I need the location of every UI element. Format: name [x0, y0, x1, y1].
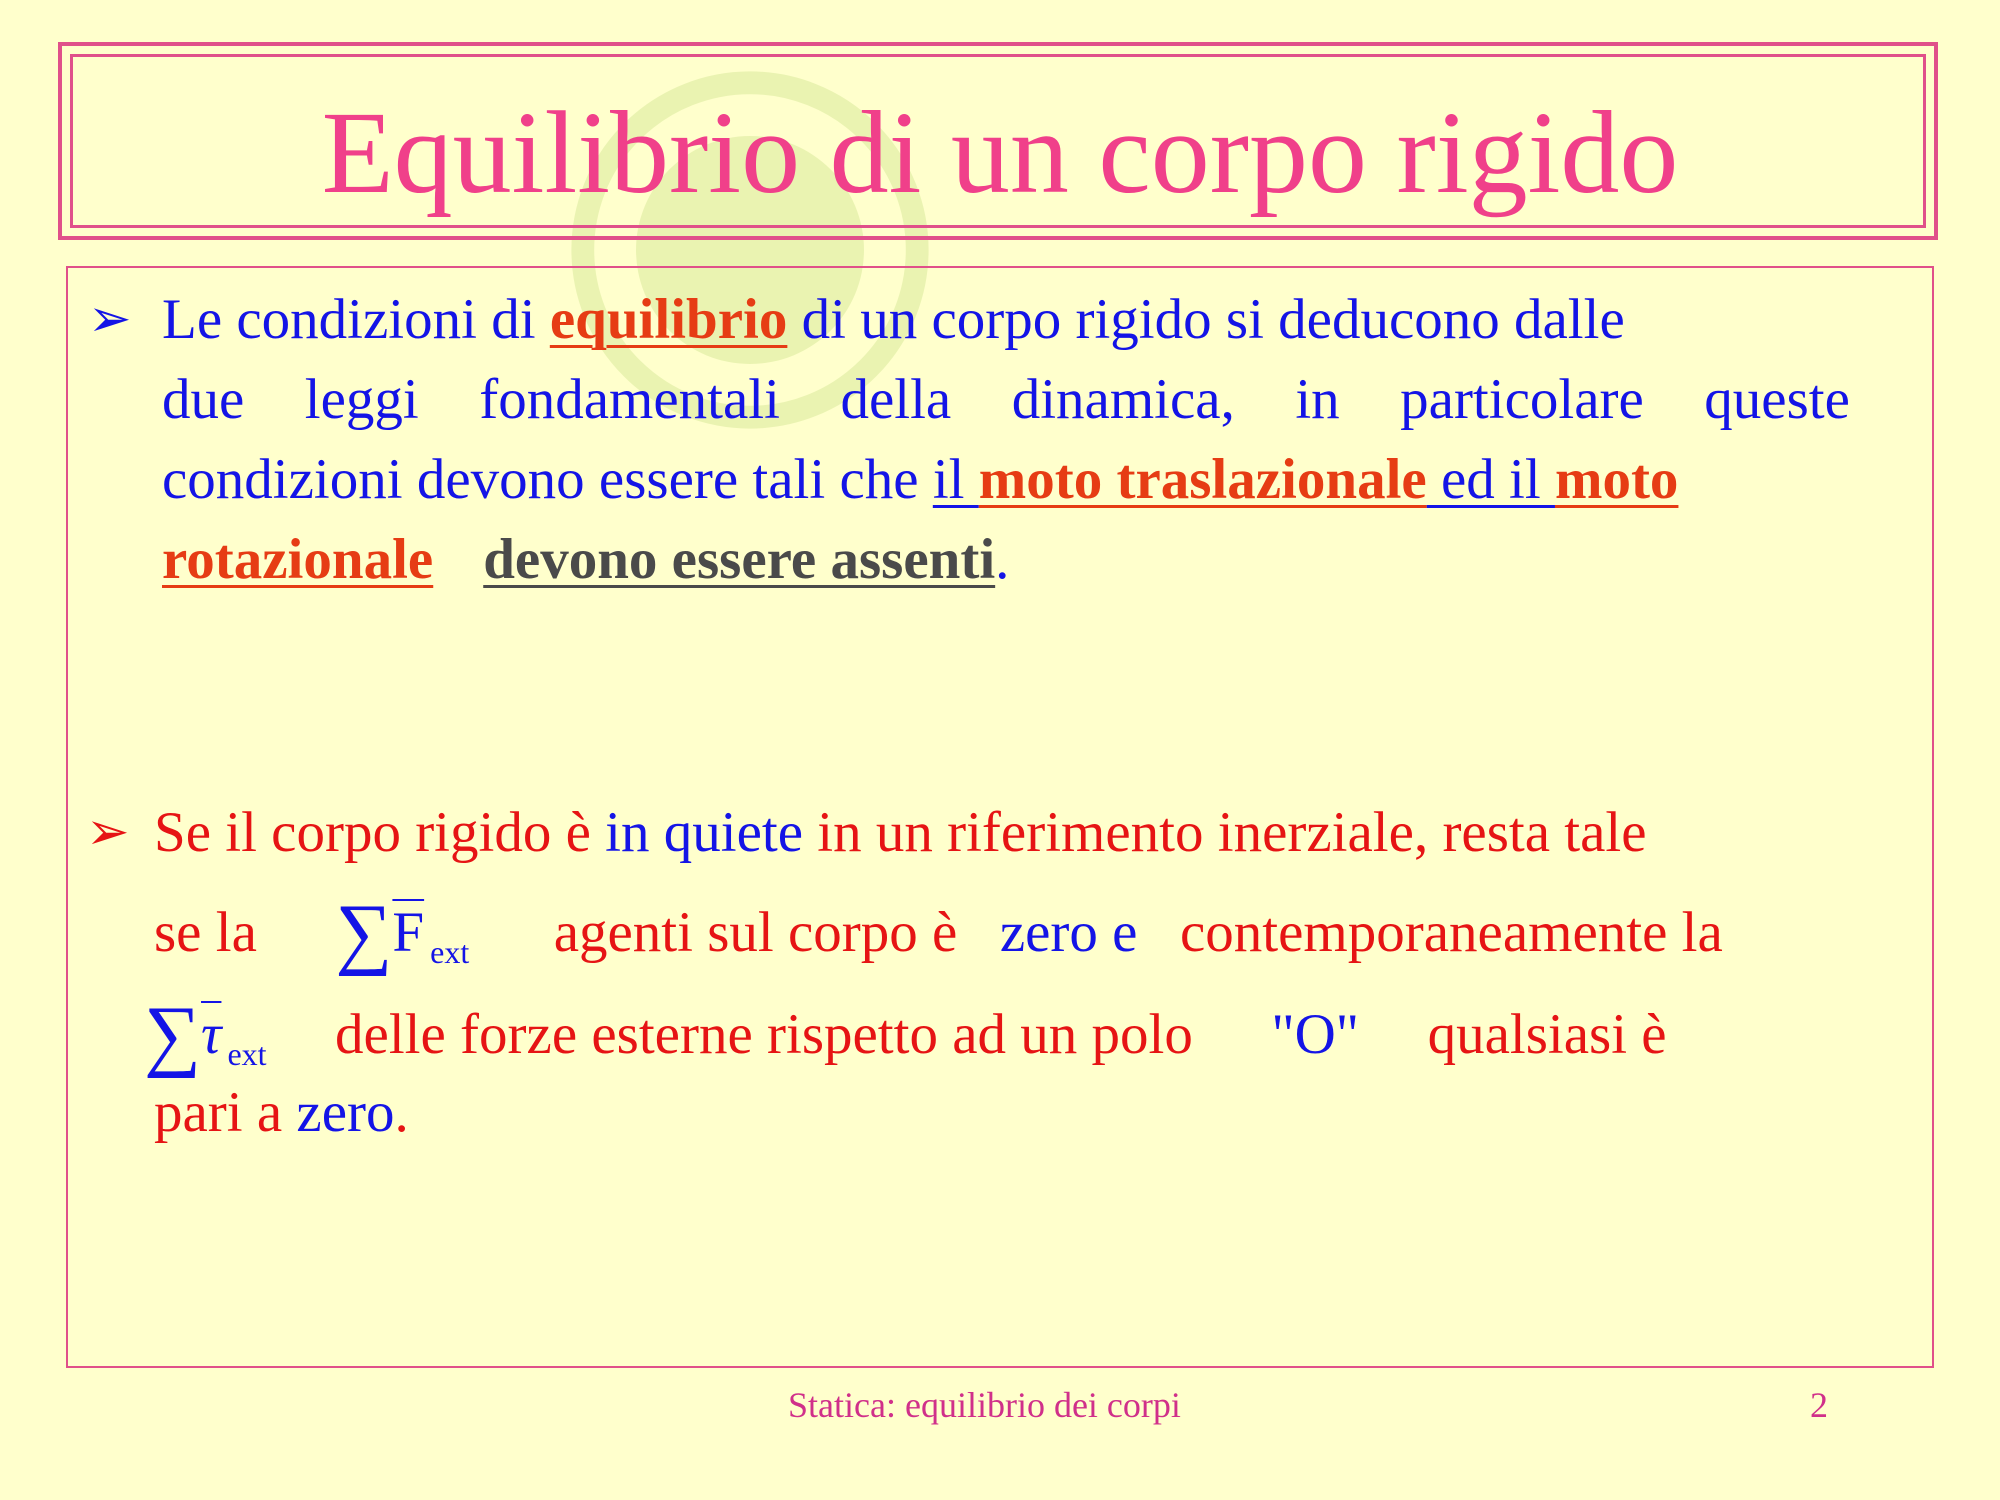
text-segment: Le condizioni di	[162, 288, 550, 351]
text-segment: .	[995, 528, 1010, 591]
bullet-2-line-2	[154, 885, 1906, 977]
word: in	[1295, 368, 1340, 431]
text-segment: se la	[154, 901, 257, 964]
bullet-1	[162, 280, 1850, 600]
polo-o-label: "O"	[1271, 1003, 1360, 1066]
word: della	[840, 368, 952, 431]
devono-essere-assenti-keyword: devono essere assenti	[483, 528, 996, 591]
bullet-2-line-3	[144, 987, 1906, 1079]
text-segment: condizioni devono essere tali che	[162, 448, 933, 511]
torque-symbol: $\overline{\tau}$	[201, 1003, 222, 1066]
text-segment: di un corpo rigido si deducono dalle	[787, 288, 1625, 351]
bullet-1-line-2	[162, 360, 1850, 440]
text-segment: zero e	[999, 901, 1138, 964]
text-segment: .	[394, 1081, 409, 1144]
slide-title: Equilibrio di un corpo rigido	[321, 87, 1679, 218]
moto-traslazionale-keyword: moto traslazionale	[978, 448, 1427, 511]
text-segment: delle forze esterne rispetto ad un polo	[335, 1003, 1193, 1066]
word: due	[162, 368, 245, 431]
equilibrio-keyword: equilibrio	[549, 288, 788, 351]
word: dinamica,	[1011, 368, 1235, 431]
word: particolare	[1400, 368, 1644, 431]
force-sum-formula	[335, 889, 483, 977]
ext-subscript: ext	[430, 934, 470, 970]
force-symbol: $\overline{F}$	[392, 901, 425, 964]
text-segment: in un riferimento inerziale, resta tale	[803, 801, 1647, 864]
bullet-1-line-4	[162, 520, 1850, 600]
word: fondamentali	[479, 368, 780, 431]
rotazionale-keyword: rotazionale	[162, 528, 434, 591]
page-number: 2	[1810, 1385, 1828, 1425]
footer-title: Statica: equilibrio dei corpi	[788, 1385, 1181, 1425]
arrow-bullet-icon: ➢	[88, 291, 132, 348]
text-segment: qualsiasi è	[1427, 1003, 1667, 1066]
text-segment: zero	[296, 1081, 395, 1144]
in-quiete-keyword: in quiete	[605, 801, 804, 864]
text-segment: Se il corpo rigido è	[154, 801, 606, 864]
text-segment: agenti sul corpo è	[553, 901, 958, 964]
text-segment: il	[932, 448, 979, 511]
moto-keyword: moto	[1554, 448, 1679, 511]
word: queste	[1704, 368, 1850, 431]
ext-subscript: ext	[227, 1036, 267, 1072]
bullet-1-line-1	[162, 280, 1850, 360]
text-segment: contemporaneamente la	[1179, 901, 1723, 964]
text-segment: ed il	[1426, 448, 1555, 511]
word: leggi	[304, 368, 419, 431]
bullet-2-line-1	[154, 793, 1906, 873]
bullet-2-line-4	[154, 1073, 1906, 1153]
sum-symbol: ∑	[144, 991, 202, 1079]
bullet-1-line-3	[162, 440, 1850, 520]
text-segment: pari a	[154, 1081, 297, 1144]
arrow-bullet-icon: ➢	[86, 804, 130, 861]
torque-sum-formula	[144, 991, 281, 1079]
sum-symbol: ∑	[335, 889, 393, 977]
bullet-2	[144, 793, 1906, 1153]
